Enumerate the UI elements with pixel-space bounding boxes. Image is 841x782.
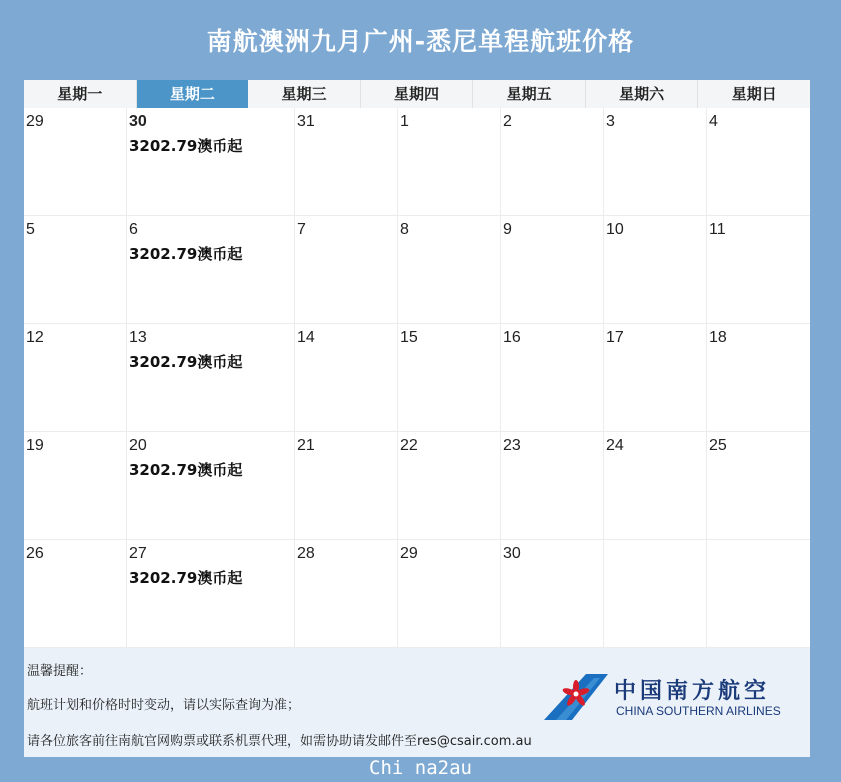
page-title: 南航澳洲九月广州-悉尼单程航班价格 — [206, 27, 635, 56]
calendar-day-cell — [501, 324, 604, 432]
day-number: 5 — [26, 221, 35, 238]
calendar-day-cell[interactable] — [127, 324, 295, 432]
calendar-day-cell — [398, 108, 501, 216]
calendar-day-cell — [398, 216, 501, 324]
day-number: 2 — [503, 113, 512, 130]
day-number: 24 — [606, 437, 624, 454]
tips-heading: 温馨提醒： — [27, 664, 93, 679]
watermark: Chi na2au — [369, 757, 472, 779]
weekday-header-2: 星期二 — [137, 80, 249, 108]
calendar-day-cell — [707, 216, 810, 324]
calendar-day-cell — [604, 108, 707, 216]
day-number: 16 — [503, 329, 521, 346]
calendar-day-cell[interactable] — [127, 432, 295, 540]
day-number: 13 — [129, 329, 147, 346]
calendar-day-cell — [24, 324, 127, 432]
tips-line-2: 请各位旅客前往南航官网购票或联系机票代理，如需协助请发邮件至res@csair.com.au — [27, 734, 532, 749]
day-number: 30 — [129, 113, 147, 130]
calendar-day-cell — [707, 432, 810, 540]
day-number: 30 — [503, 545, 521, 562]
fare-price: 3202.79澳币起 — [129, 245, 243, 263]
logo-chinese-name: 中国南方航空 — [614, 679, 771, 704]
day-number: 28 — [297, 545, 315, 562]
calendar-day-cell — [501, 432, 604, 540]
calendar-panel — [24, 80, 810, 757]
weekday-header-5: 星期五 — [473, 80, 586, 108]
china-southern-logo — [542, 672, 802, 722]
day-number: 14 — [297, 329, 315, 346]
weekday-header-1: 星期一 — [24, 80, 137, 108]
calendar-day-cell — [295, 432, 398, 540]
weekday-header-4: 星期四 — [361, 80, 474, 108]
day-number: 12 — [26, 329, 44, 346]
calendar-day-cell — [604, 432, 707, 540]
day-number: 20 — [129, 437, 147, 454]
calendar-day-cell — [24, 108, 127, 216]
calendar-day-cell — [295, 216, 398, 324]
calendar-day-cell — [24, 216, 127, 324]
calendar-day-cell[interactable] — [127, 540, 295, 648]
day-number: 22 — [400, 437, 418, 454]
calendar-day-cell — [24, 540, 127, 648]
day-number: 23 — [503, 437, 521, 454]
day-number: 7 — [297, 221, 306, 238]
fare-price: 3202.79澳币起 — [129, 137, 243, 155]
day-number: 4 — [709, 113, 718, 130]
weekday-header-row — [24, 80, 810, 108]
day-number: 9 — [503, 221, 512, 238]
day-number: 15 — [400, 329, 418, 346]
weekday-header-6: 星期六 — [586, 80, 699, 108]
day-number: 25 — [709, 437, 727, 454]
day-number: 11 — [709, 221, 726, 238]
weekday-header-3: 星期三 — [248, 80, 361, 108]
logo-english-name: CHINA SOUTHERN AIRLINES — [616, 704, 781, 718]
day-number: 10 — [606, 221, 624, 238]
day-number: 6 — [129, 221, 138, 238]
day-number: 1 — [400, 113, 409, 130]
calendar-day-cell[interactable] — [127, 216, 295, 324]
calendar-day-cell — [707, 108, 810, 216]
calendar-day-cell — [501, 108, 604, 216]
fare-price: 3202.79澳币起 — [129, 569, 243, 587]
day-number: 29 — [26, 113, 44, 130]
day-number: 17 — [606, 329, 624, 346]
calendar-day-cell — [24, 432, 127, 540]
day-number: 18 — [709, 329, 727, 346]
calendar-day-cell — [707, 324, 810, 432]
day-number: 27 — [129, 545, 147, 562]
fare-price: 3202.79澳币起 — [129, 353, 243, 371]
calendar-day-cell — [707, 540, 810, 648]
calendar-day-cell — [295, 108, 398, 216]
calendar-day-cell — [604, 540, 707, 648]
day-number: 26 — [26, 545, 44, 562]
weekday-header-7: 星期日 — [731, 85, 777, 103]
day-number: 19 — [26, 437, 44, 454]
day-number: 29 — [400, 545, 418, 562]
calendar-day-cell — [398, 324, 501, 432]
day-number: 8 — [400, 221, 409, 238]
day-number: 3 — [606, 113, 615, 130]
calendar-day-cell — [501, 540, 604, 648]
calendar-grid — [24, 108, 810, 648]
calendar-day-cell — [604, 216, 707, 324]
calendar-day-cell — [398, 432, 501, 540]
calendar-day-cell — [604, 324, 707, 432]
calendar-day-cell — [501, 216, 604, 324]
calendar-day-cell — [398, 540, 501, 648]
day-number: 31 — [297, 113, 315, 130]
calendar-day-cell[interactable] — [127, 108, 295, 216]
calendar-day-cell — [295, 540, 398, 648]
fare-price: 3202.79澳币起 — [129, 461, 243, 479]
day-number: 21 — [297, 437, 315, 454]
calendar-day-cell — [295, 324, 398, 432]
tips-box — [24, 648, 810, 757]
tips-line-1: 航班计划和价格时时变动，请以实际查询为准； — [27, 698, 301, 713]
kapok-flower-logo-icon — [542, 672, 608, 722]
